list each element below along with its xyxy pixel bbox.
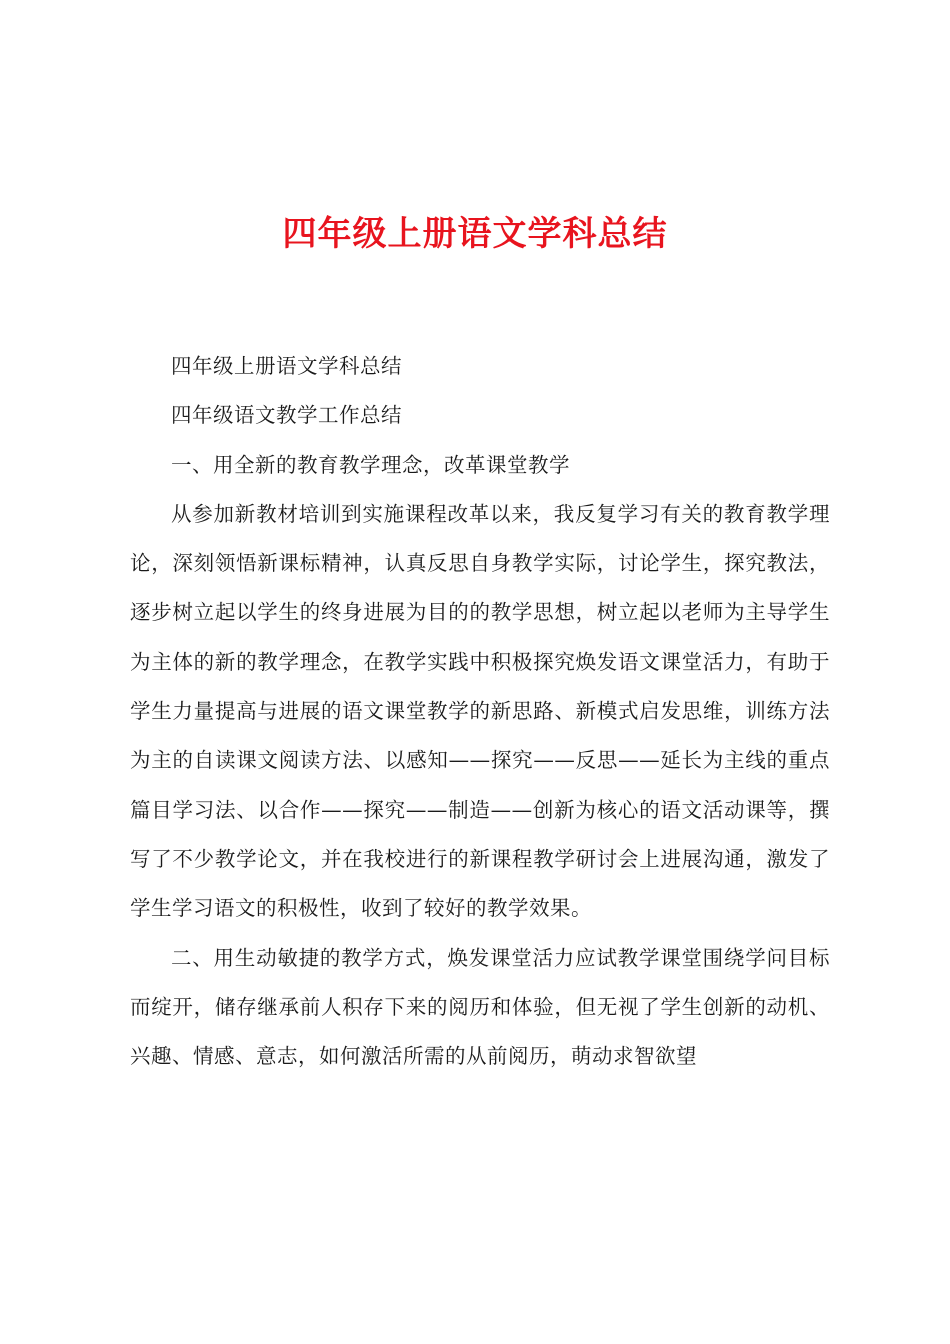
paragraph-work-summary-heading: 四年级语文教学工作总结 — [171, 403, 402, 428]
paragraph-subject-heading: 四年级上册语文学科总结 — [171, 354, 402, 378]
paragraph-section-one-heading: 一、用全新的教育教学理念，改革课堂教学 — [171, 452, 570, 477]
paragraph-section-two: 二、用生动敏捷的教学方式，焕发课堂活力应试教学课堂围绕学问目标而绽开，储存继承前人积存下来的阅历和体验，但无视了学生创新的动机、兴趣、情感、意志，如何激活所需的从前阅历，萌动求智欲望 — [130, 945, 830, 1069]
document-title: 四年级上册语文学科总结 — [282, 214, 668, 254]
paragraph-section-one-body: 从参加新教材培训到实施课程改革以来，我反复学习有关的教育教学理论，深刻领悟新课标精神，认真反思自身教学实际，讨论学生，探究教法，逐步树立起以学生的终身进展为目的的教学思想，树立起以老师为主导学生为主体的新的教学理念，在教学实践中积极探究焕发语文课堂活力，有助于学生力量提高与进展的语文课堂教学的新思路、新模式启发思维，训练方法为主的自读课文阅读方法、以感知——探究——反思——延长为主线的重点篇目学习法、以合作——探究——制造——创新为核心的语文活动课等，撰写了不少教学论文，并在我校进行的新课程教学研讨会上进展沟通，激发了学生学习语文的积极性，收到了较好的教学效果。 — [130, 501, 830, 921]
document-body — [130, 342, 830, 1081]
